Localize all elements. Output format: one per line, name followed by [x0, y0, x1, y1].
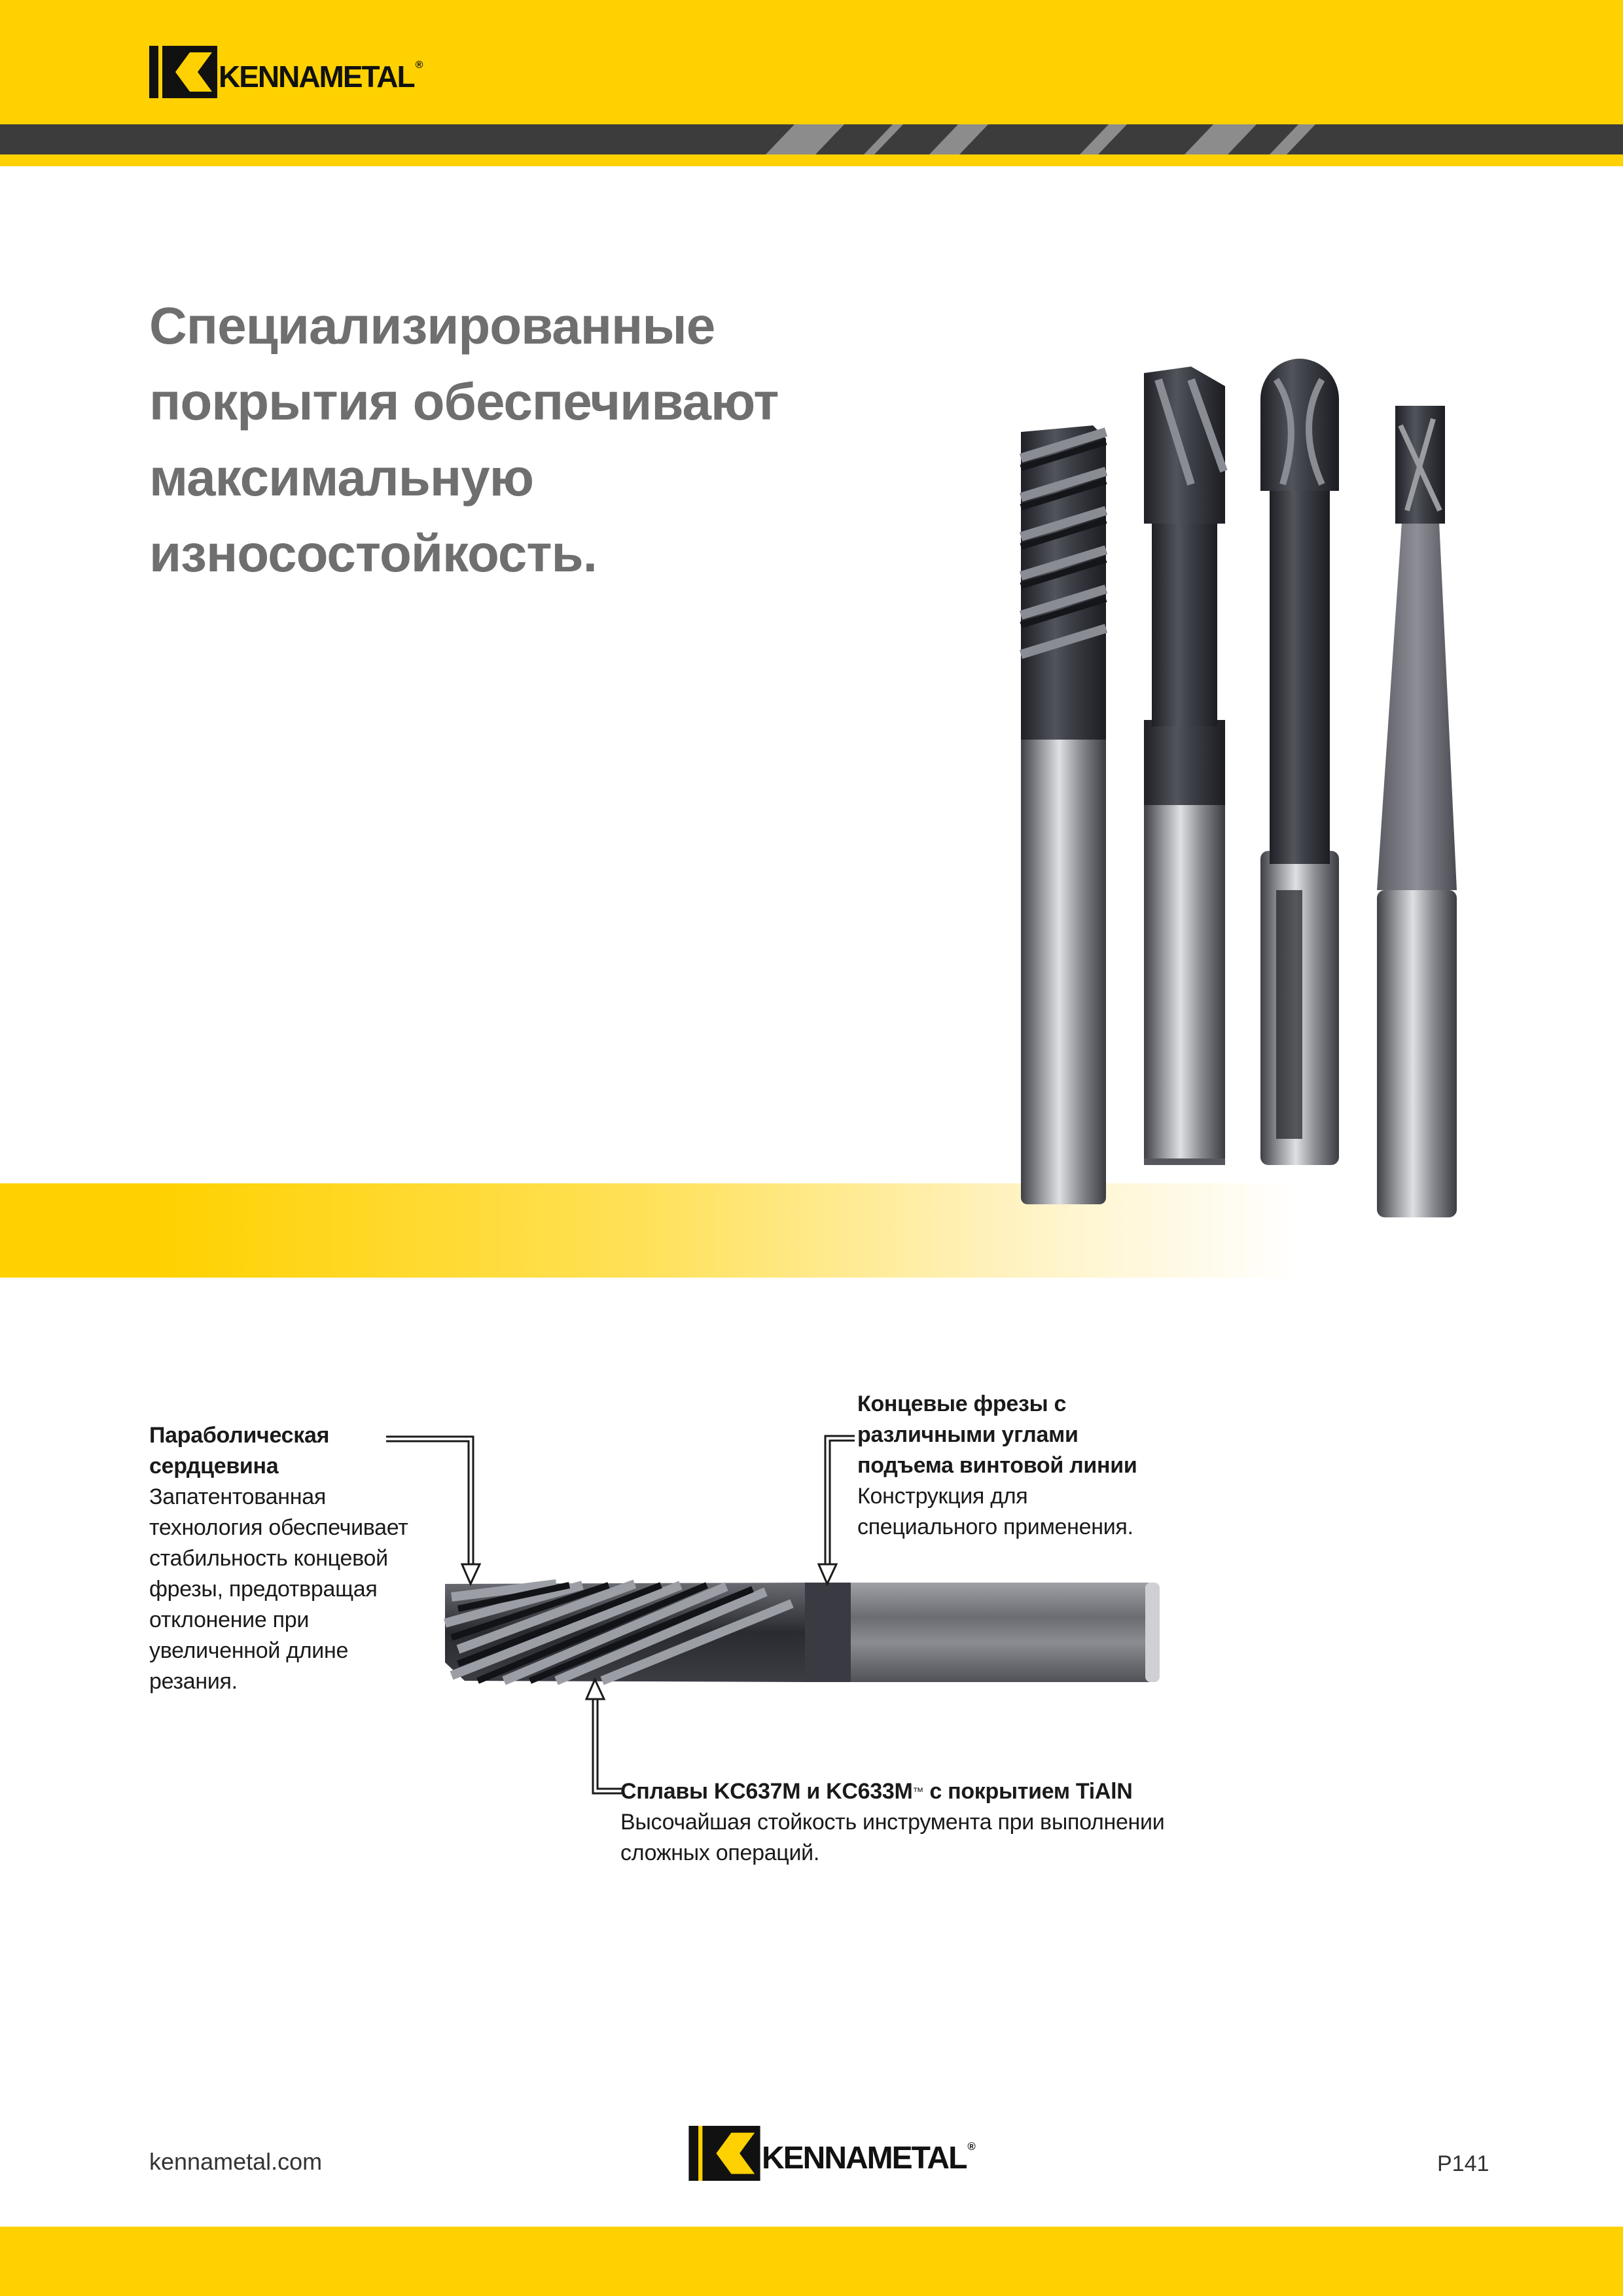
tool-ball-nose-end-mill — [1260, 359, 1339, 1165]
footer-logo[interactable] — [688, 2126, 974, 2181]
footer-logo-wordmark: KENNAMETAL — [762, 2140, 967, 2176]
callout-grades-title — [620, 1776, 1275, 1807]
logo-reg-mark: ® — [415, 59, 422, 71]
page-number: P141 — [1437, 2151, 1489, 2176]
callout-parabolic-body-3: стабильность концевой — [149, 1546, 388, 1571]
connector-helix — [819, 1436, 855, 1584]
footer-website-link[interactable]: kennametal.com — [149, 2148, 323, 2175]
kennametal-k-icon — [688, 2126, 760, 2181]
header-yellow-line — [0, 154, 1623, 166]
tool-tapered-end-mill — [1377, 406, 1457, 1217]
callout-helix-body-2: специального применения. — [857, 1515, 1133, 1539]
tool-end-mill-necked — [1144, 367, 1225, 1165]
callout-helix-title-2: различными углами — [857, 1422, 1079, 1447]
connector-grades — [586, 1679, 622, 1793]
callout-parabolic-core — [149, 1420, 424, 1697]
callout-grades — [620, 1776, 1275, 1869]
callout-grades-body-1: Высочайшая стойкость инструмента при выполнении — [620, 1810, 1165, 1835]
headline-line-1: Специализированные — [149, 296, 715, 355]
page-headline — [149, 288, 869, 592]
header-stripe-band — [0, 124, 1623, 154]
callout-helix-title-1: Концевые фрезы с — [857, 1391, 1067, 1416]
header-logo[interactable] — [149, 46, 421, 98]
callout-grades-title-suffix: с покрытием TiAlN — [923, 1779, 1133, 1804]
callout-grades-body-2: сложных операций. — [620, 1840, 820, 1865]
callout-parabolic-title-2: сердцевина — [149, 1454, 279, 1479]
callout-parabolic-title-1: Параболическая — [149, 1423, 330, 1448]
diagonal-stripes-decoration — [0, 124, 1623, 154]
callout-helix — [857, 1389, 1224, 1543]
headline-line-3: максимальную — [149, 448, 534, 507]
callout-parabolic-body-7: резания. — [149, 1669, 238, 1694]
tool-end-mill-flat — [1021, 425, 1106, 1204]
end-mills-photo — [995, 353, 1492, 1244]
callout-grades-title-prefix: Сплавы KC637M и KC633M — [620, 1779, 913, 1804]
callout-helix-title-3: подъема винтовой линии — [857, 1453, 1137, 1478]
end-mill-side-view — [445, 1583, 1160, 1682]
callout-grades-tm: ™ — [912, 1785, 924, 1798]
callout-parabolic-body-6: увеличенной длине — [149, 1638, 349, 1663]
footer-logo-reg-mark: ® — [967, 2140, 974, 2153]
callout-parabolic-body-1: Запатентованная — [149, 1484, 326, 1509]
footer-band — [0, 2227, 1623, 2296]
logo-wordmark: KENNAMETAL — [219, 60, 414, 94]
callout-parabolic-body-4: фрезы, предотвращая — [149, 1577, 378, 1602]
kennametal-k-icon — [149, 46, 217, 98]
headline-line-2: покрытия обеспечивают — [149, 372, 779, 431]
headline-line-4: износостойкость. — [149, 524, 597, 583]
callout-parabolic-body-2: технология обеспечивает — [149, 1515, 408, 1540]
callout-helix-body-1: Конструкция для — [857, 1484, 1028, 1509]
callout-parabolic-body-5: отклонение при — [149, 1607, 310, 1632]
